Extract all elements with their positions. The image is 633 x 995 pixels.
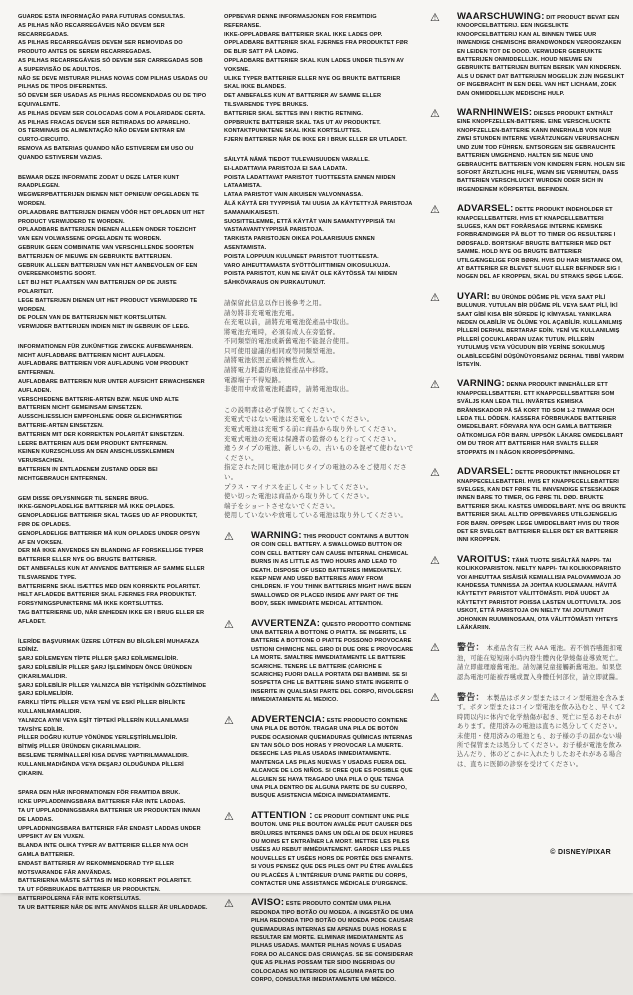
instruction-line: INFORMATIONEN FÜR ZUKÜNFTIGE ZWECKE AUFBEWAHREN. bbox=[18, 343, 194, 350]
instruction-line: 違うタイプの電池、新しいもの、古いものを混ぜて使わないでください。 bbox=[224, 445, 414, 462]
instruction-line: POISTA PARISTOT, KUN NE EIVÄT OLE KÄYTÖSSÄ TAI NIIDEN SÄHKÖVARAUS ON PURKAUTUNUT. bbox=[224, 271, 398, 287]
instruction-line: KEINEN KURZSCHLUSS AN DEN ANSCHLUSSKLEMMEN VERURSACHEN. bbox=[18, 449, 175, 465]
instruction-line: KULLANILMADIĞINDA VEYA DEŞARJ OLDUĞUNDA PİLLERİ ÇIKARIN. bbox=[18, 761, 184, 777]
warning-triangle-icon: ⚠ bbox=[224, 898, 234, 911]
instruction-line: LATAA PARISTOT VAIN AIKUISEN VALVONNASSA. bbox=[224, 192, 364, 199]
instruction-line: ICKE UPPLADDNINGSBARA BATTERIER FÅR INTE LADDAS. bbox=[18, 799, 186, 806]
instruction-line: HELT AFLADEDE BATTERIER SKAL FJERNES FRA PRODUKTET. bbox=[18, 592, 197, 599]
instructions-dutch bbox=[18, 174, 208, 332]
instruction-line: LEGE BATTERIJEN DIENEN UIT HET PRODUCT VERWIJDERD TE WORDEN. bbox=[18, 297, 198, 313]
instruction-line: 指定された同じ電池か同じタイプの電池のみをご使用ください。 bbox=[224, 464, 408, 481]
instruction-line: SÓ DEVEM SER USADAS AS PILHAS RECOMENDADAS OU DE TIPO EQUIVALENTE. bbox=[18, 93, 207, 108]
instruction-line: 充電式電池は充電する前に商品から取り外してください。 bbox=[224, 426, 401, 434]
warning-swedish bbox=[430, 380, 627, 457]
warning-norwegian bbox=[430, 468, 627, 545]
instruction-line: ÄLÄ KÄYTÄ ERI TYYPPISIÄ TAI UUSIA JA KÄYTETTYJÄ PARISTOJA SAMANAIKAISESTI. bbox=[224, 200, 413, 216]
warning-german bbox=[430, 109, 627, 194]
instruction-line: ŞARJ EDİLEBİLİR PİLLER YALNIZCA BİR YETİŞKİNİN GÖZETİMİNDE ŞARJ EDİLMELİDİR. bbox=[18, 682, 207, 698]
instruction-line: BLANDA INTE OLIKA TYPER AV BATTERIER ELLER NYA OCH GAMLA BATTERIER. bbox=[18, 843, 189, 858]
warning-body: WARNHINWEIS: DIESES PRODUKT ENTHÄLT EINE KNOPFZELLEN-BATTERIE. EINE VERSCHLUCKTE KNOPFZELLEN-BATTERIE KANN INNERHALB VON NUR ZWEI STUNDEN INTERNE VERÄTZUNGEN VERURSACHEN UND ZUM TOD FÜHREN. ENTSORGEN SIE GEBRAUCHTE BATTERIEN UMGEHEND. HALTEN SIE NEUE UND GEBRAUCHTE BATTERIEN VON KINDERN FERN. HOLEN SIE SOFORT ÄRZTLICHE HILFE, WENN SIE VERMUTEN, DASS BATTERIEN VERSCHLUCKT WURDEN ODER SICH IN IRGENDEINEM KÖRPERTEIL BEFINDEN. bbox=[457, 107, 626, 193]
instruction-line: BATTERIER SKAL SETTES INN I RIKTIG RETNING. bbox=[224, 110, 363, 117]
instruction-line: 不同類型的電池或新舊電池不能混合使用。 bbox=[224, 338, 354, 346]
instruction-line: POISTA LOPPUUN KULUNEET PARISTOT TUOTTEESTA. bbox=[224, 253, 379, 260]
instruction-line: ŞARJ EDİLEBİLİR PİLLER ŞARJ İŞLEMİNDEN ÖNCE ÜRÜNDEN ÇIKARILMALIDIR. bbox=[18, 664, 192, 680]
instruction-line: TA UR BATTERIER NÄR DE INTE ANVÄNDS ELLER ÄR URLADDADE. bbox=[18, 904, 208, 911]
instruction-line: FORSYNINGSPUNKTERNE MÅ IKKE KORTSLUTTES. bbox=[18, 601, 164, 608]
warning-body: 警告： 本製品はボタン型またはコイン型電池を含みます。ボタン型またはコイン型電池を飲み込むと、早くて2時間以内に体内で化学熱傷が起き、死亡に至るおそれがあります。使用済みの電池は直ちに処分してください。未使用・使用済みの電池とも、お子様の手の届かない場所で保管または処分してください。お子様が電池を飲み込んだり、体のどこかに入れたりしたおそれがある場合は、直ちに医師の診察を受けてください。 bbox=[457, 692, 626, 768]
warning-triangle-icon: ⚠ bbox=[430, 291, 440, 304]
warning-turkish bbox=[430, 290, 627, 370]
warning-french bbox=[224, 809, 414, 889]
instruction-line: PİLLER DOĞRU KUTUP YÖNÜNDE YERLEŞTİRİLMELİDİR. bbox=[18, 735, 178, 742]
instruction-line: SUOSITTELEMME, ETTÄ KÄYTÄT VAIN SAMANTYYPPISIÄ TAI VASTAAVANTYYPPISIÄ PARISTOJA. bbox=[224, 218, 396, 234]
instruction-line: OPPBRUKTE BATTERIER SKAL TAS UT AV PRODUKTET. bbox=[224, 119, 381, 126]
instruction-line: EI-LADATTAVIA PARISTOJA EI SAA LADATA. bbox=[224, 165, 348, 172]
instructions-german bbox=[18, 343, 208, 484]
instruction-line: 請將電力耗盡的電池從產品中移除。 bbox=[224, 367, 333, 375]
instruction-line: DET ANBEFALES KUN AT BATTERIER AV SAMME ELLER TILSVARENDE TYPE BRUKES. bbox=[224, 93, 382, 108]
instruction-line: REMOVA AS BATERIAS QUANDO NÃO ESTIVEREM EM USO OU QUANDO ESTIVEREM VAZIAS. bbox=[18, 145, 194, 161]
instruction-line: GENOPLADELIGE BATTERIER MÅ KUN OPLADES UNDER OPSYN AF EN VOKSEN. bbox=[18, 530, 200, 546]
instruction-line: NÃO SE DEVE MISTURAR PILHAS NOVAS COM PILHAS USADAS OU PILHAS DE TIPOS DIFERENTES. bbox=[18, 75, 208, 91]
instruction-line: 使用していないや放電している電池は取り外してください。 bbox=[224, 512, 408, 520]
instruction-line: VERWIJDER BATTERIJEN INDIEN NIET IN GEBRUIK OF LEEG. bbox=[18, 324, 190, 331]
warning-body: ADVARSEL: DETTE PRODUKTET INNEHOLDER ET KNAPPECELLEBATTERI. HVIS ET KNAPPECELLEBATTERI SVELGES, KAN DET FØRE TIL INNVENDIGE ETSESKADER INNEN BARE TO TIMER, OG FØRE TIL DØD. BRUKTE BATTERIER SKAL KASTES UMIDDELBART. NYE OG BRUKTE BATTERIER SKAL ALLTID OPPBEVARES UTILGJENGELIG FOR BARN. OPPSØK LEGE UMIDDELBART HVIS DU TROR DET ER SVELGET BATTERIER ELLER DET ER BATTERIER INNI KROPPEN. bbox=[457, 466, 626, 544]
instruction-line: GEM DISSE OPLYSNINGER TIL SENERE BRUG. bbox=[18, 495, 149, 502]
instruction-line: WEGWERPBATTERIJEN DIENEN NIET OPNIEUW OPGELADEN TE WORDEN. bbox=[18, 192, 199, 207]
warning-body: UYARI: BU ÜRÜNDE DÜĞME PİL VEYA SAAT PİLİ BULUNUR. YUTULAN BİR DÜĞME PİL VEYA SAAT PİLİ, İKİ SAAT GİBİ KISA BİR SÜREDE İÇ KİMYASAL YANIKLARA NEDEN OLABİLİR VE ÖLÜME YOL AÇABİLİR. KULLANILMIŞ PİLLERİ DERHAL BERTARAF EDİN. YENİ VE KULLANILMIŞ PİLLERİ ÇOCUKLARDAN UZAK TUTUN. PİLLERİN YUTULMUŞ VEYA VÜCUDUN BİR YERİNE SOKULMUŞ OLABİLECEĞİNİ DÜŞÜNÜYORSANIZ DERHAL TIBBİ YARDIM İSTEYİN. bbox=[457, 290, 624, 369]
instruction-line: DET ANBEFALES KUN AT ANVENDE BATTERIER AF SAMME ELLER TILSVARENDE TYPE. bbox=[18, 566, 205, 581]
instructions-japanese bbox=[224, 406, 414, 521]
instruction-line: BATTERIERNE SKAL ISÆTTES MED DEN KORREKTE POLARITET. bbox=[18, 583, 201, 590]
warning-body: WAARSCHUWING: DIT PRODUCT BEVAT EEN KNOOPCELBATTERIJ. EEN INGESLIKTE KNOOPCELBATTERIJ KAN AL BINNEN TWEE UUR INWENDIGE CHEMISCHE BRANDWONDEN VEROORZAKEN EN LEIDEN TOT DE DOOD. VERWIJDER GEBRUIKTE BATTERIJEN ONMIDDELLIJK. HOUD NIEUWE EN GEBRUIKTE BATTERIJEN BUITEN BEREIK VAN KINDEREN. ALS U DENKT DAT BATTERIJEN MOGELIJK ZIJN INGESLIKT OF INGEBRACHT IN EEN DEEL VAN HET LICHAAM, ZOEK DAN ONMIDDELLIJK MEDISCHE HULP. bbox=[457, 11, 625, 97]
copyright-notice: © DISNEY/PIXAR bbox=[550, 849, 611, 856]
instruction-line: 只可使用建議的相同或等同類型電池。 bbox=[224, 347, 340, 355]
warning-body: AVISO: ESTE PRODUTO CONTÉM UMA PILHA REDONDA TIPO BOTÃO OU MOEDA. A INGESTÃO DE UMA PILHA REDONDA TIPO BOTÃO OU MOEDA PODE CAUSAR QUEIMADURAS INTERNAS EM APENAS DUAS HORAS E RESULTAR EM MORTE. ELIMINAR IMEDIATAMENTE AS PILHAS USADAS. MANTER PILHAS NOVAS E USADAS FORA DO ALCANCE DAS CRIANÇAS. SE SE CONSIDERAR QUE AS PILHAS POSSAM TER SIDO INGERIDAS OU COLOCADAS NO INTERIOR DE ALGUMA PARTE DO CORPO, CONSULTAR IMEDIATAMENTE UM MÉDICO. bbox=[251, 897, 414, 984]
instruction-line: AUFLADBARE BATTERIEN VOR AUFLADUNG VOM PRODUKT ENTFERNEN. bbox=[18, 361, 189, 377]
instruction-line: BEWAAR DEZE INFORMATIE ZODAT U DEZE LATER KUNT RAADPLEGEN. bbox=[18, 174, 180, 190]
instruction-line: ŞARJ EDİLEMEYEN TİPTE PİLLER ŞARJ EDİLMEMELİDİR. bbox=[18, 656, 179, 663]
warning-header: ADVARSEL: bbox=[457, 203, 514, 215]
warning-triangle-icon: ⚠ bbox=[430, 692, 440, 705]
warning-spanish bbox=[224, 713, 414, 801]
warning-chinese bbox=[430, 643, 627, 682]
instruction-line: AS PILHAS RECARREGÁVEIS DEVEM SER REMOVIDAS DO PRODUTO ANTES DE SEREM RECARREGADAS. bbox=[18, 40, 183, 56]
warning-danish bbox=[430, 205, 627, 282]
instructions-danish bbox=[18, 495, 208, 627]
instruction-line: AUSSCHLIESSLICH EMPFOHLENE ODER GLEICHWERTIGE BATTERIE-ARTEN EINSETZEN. bbox=[18, 414, 183, 430]
instruction-line: GEBRUIK GEEN COMBINATIE VAN VERSCHILLENDE SOORTEN BATTERIJEN OF NIEUWE EN GEBRUIKTE BATTERIJEN. bbox=[18, 244, 194, 260]
instruction-line: TA UT FÖRBRUKADE BATTERIER UR PRODUKTEN. bbox=[18, 887, 161, 894]
warning-dutch bbox=[430, 13, 627, 98]
warning-triangle-icon: ⚠ bbox=[224, 810, 234, 823]
warning-body: VARNING: DENNA PRODUKT INNEHÅLLER ETT KNAPPCELLSBATTERI. ETT KNAPPCELLSBATTERI SOM SVÄLJS KAN LEDA TILL INVÄRTES KEMISKA BRÄNNSKADOR PÅ SÅ KORT TID SOM 1-2 TIMMAR OCH LEDA TILL DÖDEN. KASSERA FÖRBRUKADE BATTERIER OMEDELBART. FÖRVARA NYA OCH GAMLA BATTERIER OÅTKOMLIGA FÖR BARN. UPPSÖK LÄKARE OMEDELBART OM DU TROR ATT BATTERIER HAR SVALTS ELLER STOPPATS IN I NÅGON KROPPSÖPPNING. bbox=[457, 378, 624, 456]
instruction-line: OPLAADBARE BATTERIJEN DIENEN ALLEEN ONDER TOEZICHT VAN EEN VOLWASSENE OPGELADEN TE WORDEN. bbox=[18, 227, 197, 243]
warning-body: AVVERTENZA: QUESTO PRODOTTO CONTIENE UNA BATTERIA A BOTTONE O PIATTA. SE INGERITE, LE BATTERIE A BOTTONE O PIATTE POSSONO PROVOCARE USTIONI CHIMICHE NEL GIRO DI DUE ORE E PROVOCARE LA MORTE. SMALTIRE IMMEDIATAMENTE LE BATTERIE SCARICHE. TENERE LE BATTERIE (CARICHE E SCARICHE) FUORI DALLA PORTATA DEI BAMBINI. SE SI SOSPETTA CHE LE BATTERIE SIANO STATE INGERITE O INSERITE IN QUALSIASI PARTE DEL CORPO, RIVOLGERSI IMMEDIATAMENTE AL MEDICO. bbox=[251, 617, 414, 704]
instruction-line: 在充電以前，請將充電電池從產品中取出。 bbox=[224, 319, 354, 327]
instructions-swedish bbox=[18, 789, 208, 912]
warning-triangle-icon: ⚠ bbox=[430, 12, 440, 24]
instruction-line: AS PILHAS DEVEM SER COLOCADAS COM A POLARIDADE CERTA. bbox=[18, 110, 206, 117]
instruction-line: OS TERMINAIS DE ALIMENTAÇÃO NÃO DEVEM ENTRAR EM CURTO-CIRCUITO. bbox=[18, 128, 185, 144]
warning-finnish bbox=[430, 553, 627, 633]
instruction-line: 請勿將非充電電池充電。 bbox=[224, 309, 299, 317]
warning-header: AVISO: bbox=[251, 897, 285, 909]
instruction-line: BATTERIEN IN ENTLADENEM ZUSTAND ODER BEI NICHTGEBRAUCH ENTFERNEN. bbox=[18, 467, 158, 482]
instruction-line: AS PILHAS FRACAS DEVEM SER RETIRADAS DO APARELHO. bbox=[18, 119, 191, 126]
instruction-line: OPLAADBARE BATTERIJEN DIENEN VÓÓR HET OPLADEN UIT HET PRODUCT VERWIJDERD TE WORDEN. bbox=[18, 209, 205, 225]
warning-header: VARNING: bbox=[457, 378, 505, 390]
instruction-line: GUARDE ESTA INFORMAÇÃO PARA FUTURAS CONSULTAS. bbox=[18, 14, 185, 20]
instruction-line: BESLEME TERMİNALLERİ KISA DEVRE YAPTIRILMAMALIDIR. bbox=[18, 752, 189, 759]
instruction-line: LET BIJ HET PLAATSEN VAN BATTERIJEN OP DE JUISTE POLARITEIT. bbox=[18, 280, 177, 295]
warning-triangle-icon: ⚠ bbox=[430, 467, 440, 480]
instruction-line: BATTERIEN MIT DER KORREKTEN POLARITÄT EINSETZEN. bbox=[18, 431, 184, 438]
instruction-line: プラス・マイナスを正しくセットしてください。 bbox=[224, 483, 373, 491]
warning-header: 警告： bbox=[457, 692, 485, 703]
warning-header: 警告： bbox=[457, 642, 485, 653]
instruction-line: AS PILHAS RECARREGÁVEIS SÓ DEVEM SER CARREGADAS SOB A SUPERVISÃO DE ADULTOS. bbox=[18, 57, 203, 73]
instructions-turkish bbox=[18, 638, 208, 779]
instruction-line: TA UT UPPLADDNINGSBARA BATTERIER UR PRODUKTEN INNAN DE LADDAS. bbox=[18, 807, 201, 823]
instructions-norwegian bbox=[224, 13, 414, 145]
instruction-line: BİTMİŞ PİLLER ÜRÜNDEN ÇIKARILMALIDIR. bbox=[18, 744, 141, 751]
column-right bbox=[430, 13, 627, 995]
instruction-line: NICHT AUFLADBARE BATTERIEN NICHT AUFLADEN. bbox=[18, 352, 165, 359]
instruction-line: VARO AIHEUTTAMASTA SYÖTTÖLIITTIMIEN OIKOSULKUJA. bbox=[224, 262, 391, 269]
instruction-line: GEBRUIK ALLEEN BATTERIJEN VAN HET AANBEVOLEN OF EEN OVEREENKOMSTIG SOORT. bbox=[18, 262, 198, 278]
warning-header: ADVERTENCIA: bbox=[251, 713, 326, 725]
instruction-line: İLERİDE BAŞVURMAK ÜZERE LÜTFEN BU BİLGİLERİ MUHAFAZA EDİNİZ. bbox=[18, 638, 199, 654]
warning-japanese bbox=[430, 693, 627, 769]
warning-portuguese bbox=[224, 899, 414, 984]
instruction-line: 充電式ではない電池は充電をしないでください。 bbox=[224, 416, 374, 424]
instruction-line: ENDAST BATTERIER AV REKOMMENDERAD TYP ELLER MOTSVARANDE FÅR ANVÄNDAS. bbox=[18, 860, 175, 876]
instruction-line: AUFLADBARE BATTERIEN NUR UNTER AUFSICHT ERWACHSENER AUFLADEN. bbox=[18, 379, 205, 394]
warning-body: ADVARSEL: DETTE PRODUKT INDEHOLDER ET KNAPCELLEBATTERI. HVIS ET KNAPCELLEBATTERI SLUGES, KAN DET FORÅRSAGE INTERNE KEMISKE FORBRÆNDINGER PÅ BLOT TO TIMER OG RESULTERE I DØDSFALD. BORTSKAF BRUGTE BATTERIER MED DET SAMME. HOLD NYE OG BRUGTE BATTERIER UTILGÆNGELIGE FOR BØRN. HVIS DU HAR MISTANKE OM, AT BATTERIER ER BLEVET SLUGT ELLER BEFINDER SIG I NOGEN DEL AF KROPPEN, SKAL DU STRAKS SØGE LÆGE. bbox=[457, 203, 624, 281]
instruction-line: OPPLADBARE BATTERIER SKAL KUN LADES UNDER TILSYN AV VOKSNE. bbox=[224, 57, 404, 73]
instruction-line: SPARA DEN HÄR INFORMATIONEN FÖR FRAMTIDA BRUK. bbox=[18, 790, 181, 797]
instruction-line: 端子をショートさせないでください。 bbox=[224, 502, 340, 510]
warning-header: AVVERTENZA: bbox=[251, 617, 321, 629]
warning-body: ATTENTION : CE PRODUIT CONTIENT UNE PILE BOUTON. UNE PILE BOUTON AVALÉE PEUT CAUSER DES BRÛLURES INTERNES DANS UN DÉLAI DE DEUX HEURES OU MOINS ET ENTRAÎNER LA MORT. METTRE LES PILES USÉES AU REBUT IMMÉDIATEMENT. GARDER LES PILES NOUVELLES ET USÉES HORS DE PORTÉE DES ENFANTS. SI VOUS PENSEZ QUE DES PILES ONT PU ÊTRE AVALÉES OU PLACÉES À L'INTÉRIEUR D'UNE PARTIE DU CORPS, CONTACTER UNE ASSISTANCE MÉDICALE D'URGENCE. bbox=[251, 809, 414, 887]
instruction-line: BATTERIPOLERNA FÅR INTE KORTSLUTAS. bbox=[18, 895, 141, 902]
column-left bbox=[18, 13, 208, 995]
instruction-line: OPPLADBARE BATTERIER SKAL FJERNES FRA PRODUKTET FØR DE BLIR SATT PÅ LADING. bbox=[224, 40, 409, 56]
instruction-line: 請保留此信息以作日後參考之用。 bbox=[224, 299, 326, 307]
instruction-line: この説明書は必ず保管してください。 bbox=[224, 406, 340, 414]
warning-body: WARNING: THIS PRODUCT CONTAINS A BUTTON OR COIN CELL BATTERY. A SWALLOWED BUTTON OR COIN CELL BATTERY CAN CAUSE INTERNAL CHEMICAL BURNS IN AS LITTLE AS TWO HOURS AND LEAD TO DEATH. DISPOSE OF USED BATTERIES IMMEDIATELY. KEEP NEW AND USED BATTERIES AWAY FROM CHILDREN. IF YOU THINK BATTERIES MIGHT HAVE BEEN SWALLOWED OR PLACED INSIDE ANY PART OF THE BODY, SEEK IMMEDIATE MEDICAL ATTENTION. bbox=[251, 529, 412, 608]
warning-triangle-icon: ⚠ bbox=[224, 530, 234, 543]
instruction-line: YALNIZCA AYNI VEYA EŞİT TİPTEKİ PİLLERİN KULLANILMASI TAVSİYE EDİLİR. bbox=[18, 717, 189, 733]
instruction-line: DER MÅ IKKE ANVENDES EN BLANDING AF FORSKELLIGE TYPER BATTERIER ELLER NYE OG BRUGTE BATTERIER. bbox=[18, 548, 204, 564]
warning-triangle-icon: ⚠ bbox=[430, 642, 440, 655]
warning-triangle-icon: ⚠ bbox=[430, 204, 440, 217]
instructions-finnish bbox=[224, 156, 414, 288]
warning-header: UYARI: bbox=[457, 290, 491, 302]
warning-triangle-icon: ⚠ bbox=[224, 618, 234, 631]
warning-body: 警告： 本產品含有三枚 AAA 電池。若不慎吞嚥鈕扣電池，可能在短短兩小時內發生體內化學燒傷並導致死亡。請立即處理廢舊電池。請勿讓兒童接觸新舊電池。如果您認為電池可能被吞嚥或置入身體任何部位，請立即就醫。 bbox=[457, 642, 623, 681]
warning-header: ADVARSEL: bbox=[457, 466, 514, 478]
instruction-line: BATTERIERNA MÅSTE SÄTTAS IN MED KORREKT POLARITET. bbox=[18, 878, 192, 885]
warning-header: WARNING: bbox=[251, 529, 302, 541]
warning-body: VAROITUS: TÄMÄ TUOTE SISÄLTÄÄ NAPPI- TAI KOLIKKOPARISTON. NIELTY NAPPI- TAI KOLIKKOPARISTO VOI AIHEUTTAA SISÄISIÄ KEMIALLISIA PALOVAMMOJA JO KAHDESSA TUNNISSA JA JOHTAA KUOLEMAAN. HÄVITÄ KÄYTETYT PARISTOT VÄLITTÖMÄSTI. PIDÄ UUDET JA KÄYTETYT PARISTOT POISSA LASTEN ULOTTUVILTA. JOS USKOT, ETTÄ PARISTOJA ON NIELTY TAI JOUTUNUT JOHONKIN RUUMIINOSAAN, OTA VÄLITTÖMÄSTI YHTEYS LÄÄKÄRIIN. bbox=[457, 553, 621, 631]
warning-header: ATTENTION : bbox=[251, 809, 313, 821]
instructions-portuguese bbox=[18, 13, 208, 163]
instruction-line: KONTAKTPUNKTENE SKAL IKKE KORTSLUTTES. bbox=[224, 128, 362, 135]
warning-triangle-icon: ⚠ bbox=[430, 379, 440, 392]
warning-triangle-icon: ⚠ bbox=[224, 714, 234, 727]
instruction-line: IKKE-OPPLADBARE BATTERIER SKAL IKKE LADES OPP. bbox=[224, 31, 383, 38]
instruction-line: SÄILYTÄ NÄMÄ TIEDOT TULEVAISUUDEN VARALLE. bbox=[224, 156, 370, 163]
instruction-line: TARKISTA PARISTOJEN OIKEA POLAARISUUS ENNEN ASENTAMISTA. bbox=[224, 236, 375, 251]
instruction-line: GENOPLADELIGE BATTERIER SKAL TAGES UD AF PRODUKTET, FØR DE OPLADES. bbox=[18, 513, 198, 529]
instruction-line: 請將電池依照正確的極性放入。 bbox=[224, 357, 320, 365]
warning-italian bbox=[224, 617, 414, 705]
instruction-line: ULIKE TYPER BATTERIER ELLER NYE OG BRUKTE BATTERIER SKAL IKKE BLANDES. bbox=[224, 75, 401, 91]
instruction-line: POISTA LADATTAVAT PARISTOT TUOTTEESTA ENNEN NIIDEN LATAAMISTA. bbox=[224, 174, 396, 190]
column-middle bbox=[224, 13, 414, 995]
warning-header: WARNHINWEIS: bbox=[457, 107, 533, 119]
instruction-line: TAG BATTERIERNE UD, NÅR ENHEDEN IKKE ER I BRUG ELLER ER AFLADET. bbox=[18, 610, 205, 625]
warning-header: WAARSCHUWING: bbox=[457, 11, 545, 22]
instruction-line: LEERE BATTERIEN AUS DEM PRODUKT ENTFERNEN. bbox=[18, 440, 168, 447]
instruction-line: DE POLEN VAN DE BATTERIJEN NIET KORTSLUITEN. bbox=[18, 315, 167, 322]
warning-triangle-icon: ⚠ bbox=[430, 108, 440, 121]
warning-header: VAROITUS: bbox=[457, 553, 511, 565]
instruction-line: FJERN BATTERIER NÅR DE IKKE ER I BRUK ELLER ER UTLADET. bbox=[224, 137, 407, 144]
instruction-line: VERSCHIEDENE BATTERIE-ARTEN BZW. NEUE UND ALTE BATTERIEN NICHT GEMEINSAM EINSETZEN. bbox=[18, 396, 179, 412]
instruction-line: OPPBEVAR DENNE INFORMASJONEN FOR FREMTIDIG REFERANSE. bbox=[224, 14, 377, 29]
instruction-line: FARKLI TİPTE PİLLER VEYA YENİ VE ESKİ PİLLER BİRLİKTE KULLANILMAMALIDIR. bbox=[18, 700, 186, 715]
instruction-line: 將電池充電時，必須有成人在旁監督。 bbox=[224, 328, 340, 336]
instructions-chinese bbox=[224, 299, 414, 395]
warning-english bbox=[224, 529, 414, 609]
warning-body: ADVERTENCIA: ESTE PRODUCTO CONTIENE UNA PILA DE BOTÓN. TRAGAR UNA PILA DE BOTÓN PUEDE OCASIONAR QUEMADURAS QUÍMICAS INTERNAS EN TAN SÓLO DOS HORAS Y PROVOCAR LA MUERTE. DESECHE LAS PILAS USADAS INMEDIATAMENTE. MANTENGA LAS PILAS NUEVAS Y USADAS FUERA DEL ALCANCE DE LOS NIÑOS. SI CREE QUE ES POSIBLE QUE ALGUIEN SE HAYA TRAGADO UNA PILA O QUE TENGA UNA PILA DENTRO DE ALGUNA PARTE DE SU CUERPO, BUSQUE ASISTENCIA MÉDICA INMEDIATAMENTE. bbox=[251, 713, 413, 800]
instruction-line: IKKE-GENOPLADELIGE BATTERIER MÅ IKKE OPLADES. bbox=[18, 504, 175, 511]
warning-triangle-icon: ⚠ bbox=[430, 554, 440, 567]
instruction-line: 電源端子不得短路。 bbox=[224, 376, 286, 384]
instruction-line: 使い切った電池は商品から取り外してください。 bbox=[224, 493, 374, 501]
instruction-line: UPPLADDNINGSBARA BATTERIER FÅR ENDAST LADDAS UNDER UPPSIKT AV EN VUXEN. bbox=[18, 825, 201, 841]
instruction-line: 非使用中或當電池耗盡時，請將電池取出。 bbox=[224, 386, 354, 394]
instruction-line: 充電式電池の充電は保護者の監督のもと行ってください。 bbox=[224, 435, 401, 443]
instruction-line: AS PILHAS NÃO RECARREGÁVEIS NÃO DEVEM SER RECARREGADAS. bbox=[18, 22, 165, 38]
